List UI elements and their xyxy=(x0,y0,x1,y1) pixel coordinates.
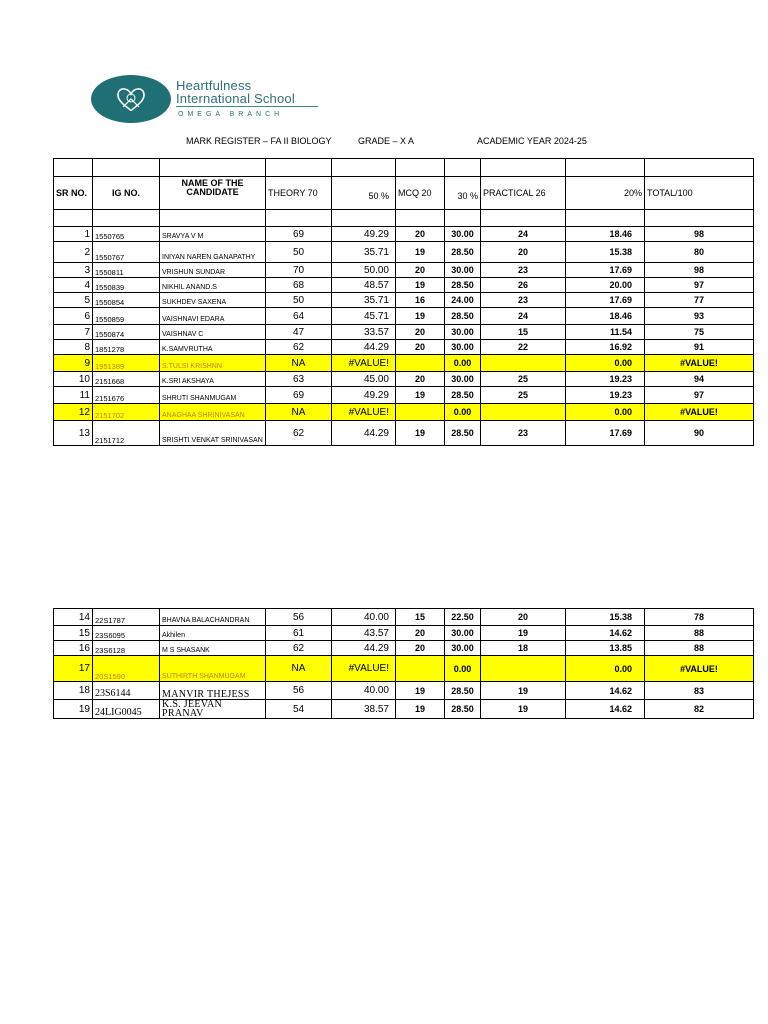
mcq-percent: 30.00 xyxy=(445,626,481,641)
ig-no: 2151676 xyxy=(93,387,160,404)
sr-no: 13 xyxy=(54,421,93,446)
table-row xyxy=(54,293,754,308)
theory-percent: 40.00 xyxy=(332,609,396,626)
total-marks: 98 xyxy=(645,227,754,242)
table-row xyxy=(54,626,754,641)
mcq-marks: 19 xyxy=(396,700,445,719)
candidate-name: K.SAMVRUTHA xyxy=(160,340,266,355)
table-row xyxy=(54,700,754,719)
practical-marks: 20 xyxy=(481,242,566,263)
practical-marks: 19 xyxy=(481,682,566,700)
theory-percent: 35.71 xyxy=(332,293,396,308)
mcq-percent: 30.00 xyxy=(445,325,481,340)
ig-no: 23S6144 xyxy=(93,682,160,700)
theory-marks: 61 xyxy=(266,626,332,641)
table-row xyxy=(54,641,754,656)
practical-marks: 24 xyxy=(481,227,566,242)
logo-divider xyxy=(176,106,318,107)
theory-percent: 44.29 xyxy=(332,421,396,446)
mcq-percent: 30.00 xyxy=(445,641,481,656)
theory-percent: 49.29 xyxy=(332,387,396,404)
ig-no: 1550859 xyxy=(93,308,160,325)
theory-percent: 35.71 xyxy=(332,242,396,263)
practical-marks xyxy=(481,404,566,421)
practical-marks: 24 xyxy=(481,308,566,325)
practical-marks: 18 xyxy=(481,641,566,656)
mcq-marks: 20 xyxy=(396,372,445,387)
total-marks: 82 xyxy=(645,700,754,719)
theory-marks: NA xyxy=(266,355,332,372)
ig-no: 2151702 xyxy=(93,404,160,421)
theory-percent: 50.00 xyxy=(332,263,396,278)
sr-no: 18 xyxy=(54,682,93,700)
candidate-name: K.SRI AKSHAYA xyxy=(160,372,266,387)
candidate-name: SHRUTI SHANMUGAM xyxy=(160,387,266,404)
theory-percent: 49.29 xyxy=(332,227,396,242)
sr-no: 15 xyxy=(54,626,93,641)
theory-percent: 44.29 xyxy=(332,340,396,355)
table-row xyxy=(54,682,754,700)
sr-no: 16 xyxy=(54,641,93,656)
table-row xyxy=(54,227,754,242)
candidate-name: SUKHDEV SAXENA xyxy=(160,293,266,308)
theory-marks: 56 xyxy=(266,609,332,626)
ig-no: 23S6128 xyxy=(93,641,160,656)
candidate-name: BHAVNA BALACHANDRAN xyxy=(160,609,266,626)
sr-no: 11 xyxy=(54,387,93,404)
candidate-name: ANAGHAA SHRINIVASAN xyxy=(160,404,266,421)
sr-no: 4 xyxy=(54,278,93,293)
total-marks: 75 xyxy=(645,325,754,340)
practical-percent: 19.23 xyxy=(566,372,645,387)
table-row xyxy=(54,325,754,340)
theory-marks: 64 xyxy=(266,308,332,325)
candidate-name: Akhilen xyxy=(160,626,266,641)
table-row xyxy=(54,421,754,446)
theory-percent: 43.57 xyxy=(332,626,396,641)
total-marks: 94 xyxy=(645,372,754,387)
practical-marks: 19 xyxy=(481,626,566,641)
mark-register-table-part1 xyxy=(53,158,754,446)
total-marks: 78 xyxy=(645,609,754,626)
total-marks: #VALUE! xyxy=(645,355,754,372)
total-marks: 97 xyxy=(645,387,754,404)
sr-no: 12 xyxy=(54,404,93,421)
ig-no: 1851278 xyxy=(93,340,160,355)
mcq-marks: 19 xyxy=(396,308,445,325)
ig-no: 24LIG0045 xyxy=(93,700,160,719)
practical-percent: 15.38 xyxy=(566,609,645,626)
ig-no: 1550811 xyxy=(93,263,160,278)
theory-marks: 63 xyxy=(266,372,332,387)
mcq-marks xyxy=(396,656,445,682)
practical-percent: 14.62 xyxy=(566,626,645,641)
practical-marks: 26 xyxy=(481,278,566,293)
practical-percent: 17.69 xyxy=(566,293,645,308)
col-header-sr: SR NO. xyxy=(54,177,93,210)
mcq-marks: 20 xyxy=(396,227,445,242)
sr-no: 3 xyxy=(54,263,93,278)
ig-no: 1550765 xyxy=(93,227,160,242)
col-header-theory-pct: 50 % xyxy=(332,177,396,210)
sr-no: 14 xyxy=(54,609,93,626)
ig-no: 23S6095 xyxy=(93,626,160,641)
sr-no: 5 xyxy=(54,293,93,308)
theory-marks: 54 xyxy=(266,700,332,719)
practical-marks: 23 xyxy=(481,421,566,446)
mcq-percent: 28.50 xyxy=(445,682,481,700)
candidate-name: NIKHIL ANAND.S xyxy=(160,278,266,293)
table-row xyxy=(54,278,754,293)
theory-percent: 38.57 xyxy=(332,700,396,719)
mcq-percent: 22.50 xyxy=(445,609,481,626)
theory-marks: 50 xyxy=(266,293,332,308)
mcq-percent: 30.00 xyxy=(445,340,481,355)
table-row xyxy=(54,372,754,387)
total-marks: 83 xyxy=(645,682,754,700)
ig-no: 1951389 xyxy=(93,355,160,372)
total-marks: #VALUE! xyxy=(645,404,754,421)
total-marks: 97 xyxy=(645,278,754,293)
sr-no: 7 xyxy=(54,325,93,340)
sr-no: 19 xyxy=(54,700,93,719)
mcq-marks: 19 xyxy=(396,682,445,700)
mcq-marks: 19 xyxy=(396,387,445,404)
sr-no: 10 xyxy=(54,372,93,387)
practical-marks: 19 xyxy=(481,700,566,719)
practical-percent: 14.62 xyxy=(566,682,645,700)
practical-marks: 15 xyxy=(481,325,566,340)
practical-marks: 23 xyxy=(481,263,566,278)
mcq-marks: 20 xyxy=(396,340,445,355)
theory-percent: 44.29 xyxy=(332,641,396,656)
practical-percent: 18.46 xyxy=(566,227,645,242)
table-row xyxy=(54,355,754,372)
theory-marks: 69 xyxy=(266,387,332,404)
theory-marks: 56 xyxy=(266,682,332,700)
practical-percent: 20.00 xyxy=(566,278,645,293)
theory-percent: #VALUE! xyxy=(332,355,396,372)
sr-no: 17 xyxy=(54,656,93,682)
mcq-percent: 30.00 xyxy=(445,263,481,278)
school-name-line1: Heartfulness xyxy=(176,78,252,93)
school-name-line2: International School xyxy=(176,91,295,106)
mcq-percent: 28.50 xyxy=(445,387,481,404)
theory-marks: NA xyxy=(266,656,332,682)
ig-no: 1550854 xyxy=(93,293,160,308)
practical-marks xyxy=(481,355,566,372)
total-marks: 93 xyxy=(645,308,754,325)
table-row xyxy=(54,308,754,325)
ig-no: 2151712 xyxy=(93,421,160,446)
total-marks: 80 xyxy=(645,242,754,263)
sr-no: 1 xyxy=(54,227,93,242)
candidate-name: INIYAN NAREN GANAPATHY xyxy=(160,242,266,263)
candidate-name: S.TULSI KRISHNN xyxy=(160,355,266,372)
col-header-mcq-pct: 30 % xyxy=(445,177,481,210)
practical-marks: 20 xyxy=(481,609,566,626)
col-header-total: TOTAL/100 xyxy=(645,177,754,210)
mcq-marks: 20 xyxy=(396,325,445,340)
mcq-marks: 20 xyxy=(396,641,445,656)
mcq-percent: 30.00 xyxy=(445,227,481,242)
practical-percent: 0.00 xyxy=(566,355,645,372)
table-row xyxy=(54,263,754,278)
practical-percent: 0.00 xyxy=(566,656,645,682)
candidate-name: MANVIR THEJESS xyxy=(160,682,266,700)
theory-marks: 47 xyxy=(266,325,332,340)
col-header-ig: IG NO. xyxy=(93,177,160,210)
total-marks: 77 xyxy=(645,293,754,308)
candidate-name: VAISHNAVI EDARA xyxy=(160,308,266,325)
mcq-marks: 15 xyxy=(396,609,445,626)
total-marks: #VALUE! xyxy=(645,656,754,682)
theory-marks: 62 xyxy=(266,340,332,355)
mcq-marks: 20 xyxy=(396,626,445,641)
col-header-mcq: MCQ 20 xyxy=(396,177,445,210)
theory-marks: 69 xyxy=(266,227,332,242)
practical-percent: 11.54 xyxy=(566,325,645,340)
mcq-marks: 19 xyxy=(396,278,445,293)
candidate-name: SRAVYA V M xyxy=(160,227,266,242)
theory-marks: 50 xyxy=(266,242,332,263)
theory-marks: NA xyxy=(266,404,332,421)
mcq-percent: 28.50 xyxy=(445,242,481,263)
theory-percent: #VALUE! xyxy=(332,656,396,682)
candidate-name: K.S. JEEVAN PRANAV xyxy=(160,700,266,719)
col-header-practical: PRACTICAL 26 xyxy=(481,177,566,210)
practical-percent: 19.23 xyxy=(566,387,645,404)
mcq-percent: 0.00 xyxy=(445,656,481,682)
theory-percent: 45.00 xyxy=(332,372,396,387)
practical-marks xyxy=(481,656,566,682)
practical-percent: 17.69 xyxy=(566,263,645,278)
grade-label: GRADE – X A xyxy=(358,136,415,146)
total-marks: 90 xyxy=(645,421,754,446)
mcq-marks: 19 xyxy=(396,242,445,263)
table-row xyxy=(54,404,754,421)
total-marks: 91 xyxy=(645,340,754,355)
total-marks: 88 xyxy=(645,641,754,656)
total-marks: 98 xyxy=(645,263,754,278)
practical-marks: 22 xyxy=(481,340,566,355)
practical-percent: 0.00 xyxy=(566,404,645,421)
col-header-practical-pct: 20% xyxy=(566,177,645,210)
mcq-marks: 16 xyxy=(396,293,445,308)
theory-percent: 40.00 xyxy=(332,682,396,700)
theory-marks: 62 xyxy=(266,421,332,446)
mcq-percent: 0.00 xyxy=(445,355,481,372)
ig-no: 1550839 xyxy=(93,278,160,293)
practical-marks: 25 xyxy=(481,387,566,404)
ig-no: 20S1590 xyxy=(93,656,160,682)
register-title: MARK REGISTER – FA II BIOLOGY xyxy=(186,136,332,146)
practical-percent: 16.92 xyxy=(566,340,645,355)
ig-no: 22S1787 xyxy=(93,609,160,626)
mcq-percent: 28.50 xyxy=(445,308,481,325)
theory-percent: 33.57 xyxy=(332,325,396,340)
table-row xyxy=(54,656,754,682)
col-header-theory: THEORY 70 xyxy=(266,177,332,210)
practical-marks: 23 xyxy=(481,293,566,308)
total-marks: 88 xyxy=(645,626,754,641)
ig-no: 1550767 xyxy=(93,242,160,263)
practical-percent: 17.69 xyxy=(566,421,645,446)
practical-percent: 18.46 xyxy=(566,308,645,325)
practical-percent: 15.38 xyxy=(566,242,645,263)
theory-percent: 45.71 xyxy=(332,308,396,325)
theory-percent: #VALUE! xyxy=(332,404,396,421)
academic-year: ACADEMIC YEAR 2024-25 xyxy=(477,136,587,146)
table-row xyxy=(54,340,754,355)
mcq-percent: 24.00 xyxy=(445,293,481,308)
candidate-name: VAISHNAV C xyxy=(160,325,266,340)
sr-no: 2 xyxy=(54,242,93,263)
candidate-name: SRISHTI VENKAT SRINIVASAN xyxy=(160,421,266,446)
candidate-name: VRISHUN SUNDAR xyxy=(160,263,266,278)
sr-no: 6 xyxy=(54,308,93,325)
table-row xyxy=(54,609,754,626)
mcq-marks xyxy=(396,355,445,372)
ig-no: 1550874 xyxy=(93,325,160,340)
table-row xyxy=(54,242,754,263)
candidate-name: SUTHIRTH SHANMUGAM xyxy=(160,656,266,682)
theory-marks: 70 xyxy=(266,263,332,278)
practical-marks: 25 xyxy=(481,372,566,387)
mcq-percent: 30.00 xyxy=(445,372,481,387)
candidate-name: M S SHASANK xyxy=(160,641,266,656)
theory-marks: 62 xyxy=(266,641,332,656)
mcq-percent: 0.00 xyxy=(445,404,481,421)
col-header-name: NAME OF THE CANDIDATE xyxy=(160,177,266,210)
ig-no: 2151668 xyxy=(93,372,160,387)
practical-percent: 14.62 xyxy=(566,700,645,719)
theory-percent: 48.57 xyxy=(332,278,396,293)
mark-register-table-part2 xyxy=(53,608,754,719)
mcq-marks xyxy=(396,404,445,421)
practical-percent: 13.85 xyxy=(566,641,645,656)
mcq-percent: 28.50 xyxy=(445,278,481,293)
school-branch: OMEGA BRANCH xyxy=(178,111,284,118)
mcq-percent: 28.50 xyxy=(445,700,481,719)
mcq-percent: 28.50 xyxy=(445,421,481,446)
table-row xyxy=(54,387,754,404)
mcq-marks: 20 xyxy=(396,263,445,278)
sr-no: 8 xyxy=(54,340,93,355)
sr-no: 9 xyxy=(54,355,93,372)
mcq-marks: 19 xyxy=(396,421,445,446)
theory-marks: 68 xyxy=(266,278,332,293)
